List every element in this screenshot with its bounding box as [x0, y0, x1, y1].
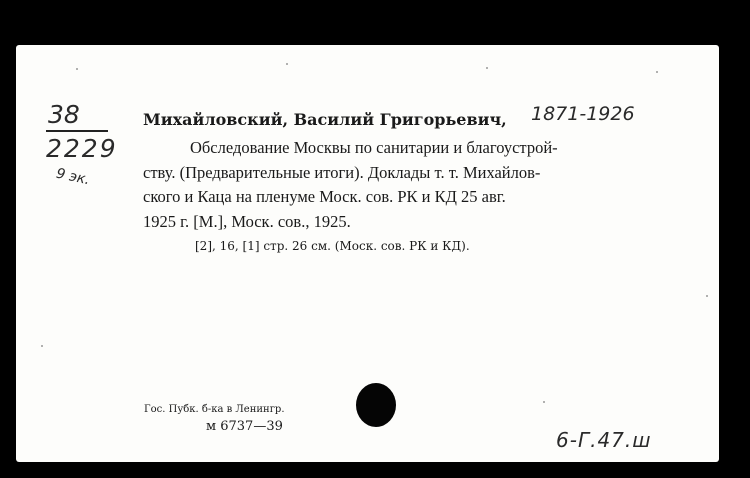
author-dates: 1871-1926: [531, 103, 635, 125]
shelf-mark-bottom: 2229: [46, 134, 118, 163]
description-line-4: 1925 г. [М.], Моск. сов., 1925.: [143, 212, 351, 231]
corner-note: 6-Г.47.ш: [556, 428, 652, 452]
library-stamp-text: Гос. Пубк. б-ка в Ленингр.: [144, 404, 285, 415]
catalog-card: [16, 45, 719, 462]
speck: [286, 63, 288, 65]
shelf-mark-extra: 9 эк.: [54, 165, 92, 189]
shelf-mark-top: 38: [48, 100, 80, 129]
stamp-code: м 6737—39: [206, 419, 283, 434]
speck: [656, 71, 658, 73]
description-line-3: ского и Каца на пленуме Моск. сов. РК и КД 25 авг.: [143, 187, 506, 206]
description-line-1: Обследование Москвы по санитарии и благоустрой-: [190, 138, 558, 157]
speck: [486, 67, 488, 69]
description-line-2: ству. (Предварительные итоги). Доклады т. т. Михайлов-: [143, 163, 541, 182]
author-heading: Михайловский, Василий Григорьевич,: [143, 110, 507, 129]
speck: [41, 345, 43, 347]
speck: [76, 68, 78, 70]
speck: [706, 295, 708, 297]
shelf-mark-divider: [46, 130, 108, 132]
collation-note: [2], 16, [1] стр. 26 см. (Моск. сов. РК и КД).: [195, 239, 470, 253]
speck: [543, 401, 545, 403]
punch-hole: [356, 383, 396, 427]
